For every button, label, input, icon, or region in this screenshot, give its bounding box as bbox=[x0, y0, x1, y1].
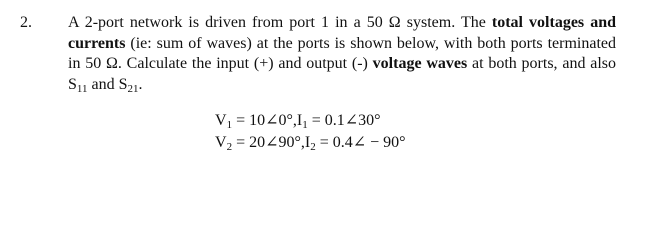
statement-text-3: at both ports, and also S bbox=[68, 55, 616, 93]
v2-value: = 20∠90°, bbox=[232, 134, 305, 151]
v1-letter: V bbox=[215, 112, 227, 129]
i1-value: = 0.1∠30° bbox=[307, 112, 381, 129]
statement-bold-voltage-waves: voltage waves bbox=[372, 55, 468, 72]
statement-text-4: and S bbox=[87, 75, 128, 93]
i2-letter: I bbox=[304, 134, 311, 151]
equation-port-2 bbox=[215, 133, 406, 153]
s21-subscript: 21 bbox=[127, 82, 139, 95]
v2-subscript: 2 bbox=[226, 141, 233, 153]
statement-text-1: A 2-port network is driven from port 1 in a 50 Ω system. The bbox=[68, 14, 492, 31]
problem-statement bbox=[68, 13, 616, 95]
v1-subscript: 1 bbox=[226, 119, 233, 131]
s11-subscript: 11 bbox=[76, 82, 88, 95]
i1-letter: I bbox=[296, 112, 303, 129]
statement-text-5: . bbox=[138, 75, 143, 93]
i2-subscript: 2 bbox=[310, 141, 316, 153]
equation-port-1 bbox=[215, 111, 381, 131]
statement-text-2: (ie: sum of waves) at the ports is shown below, with both ports terminated in 50 Ω. Calculate the input (+) and output (-) bbox=[68, 34, 616, 72]
problem-number: 2. bbox=[20, 14, 32, 31]
v2-letter: V bbox=[215, 134, 227, 151]
v1-value: = 10∠0°, bbox=[232, 112, 297, 129]
statement-bold-voltages-currents: total voltages and currents bbox=[68, 14, 617, 52]
i1-subscript: 1 bbox=[302, 119, 308, 131]
i2-value: = 0.4∠ − 90° bbox=[315, 134, 406, 151]
